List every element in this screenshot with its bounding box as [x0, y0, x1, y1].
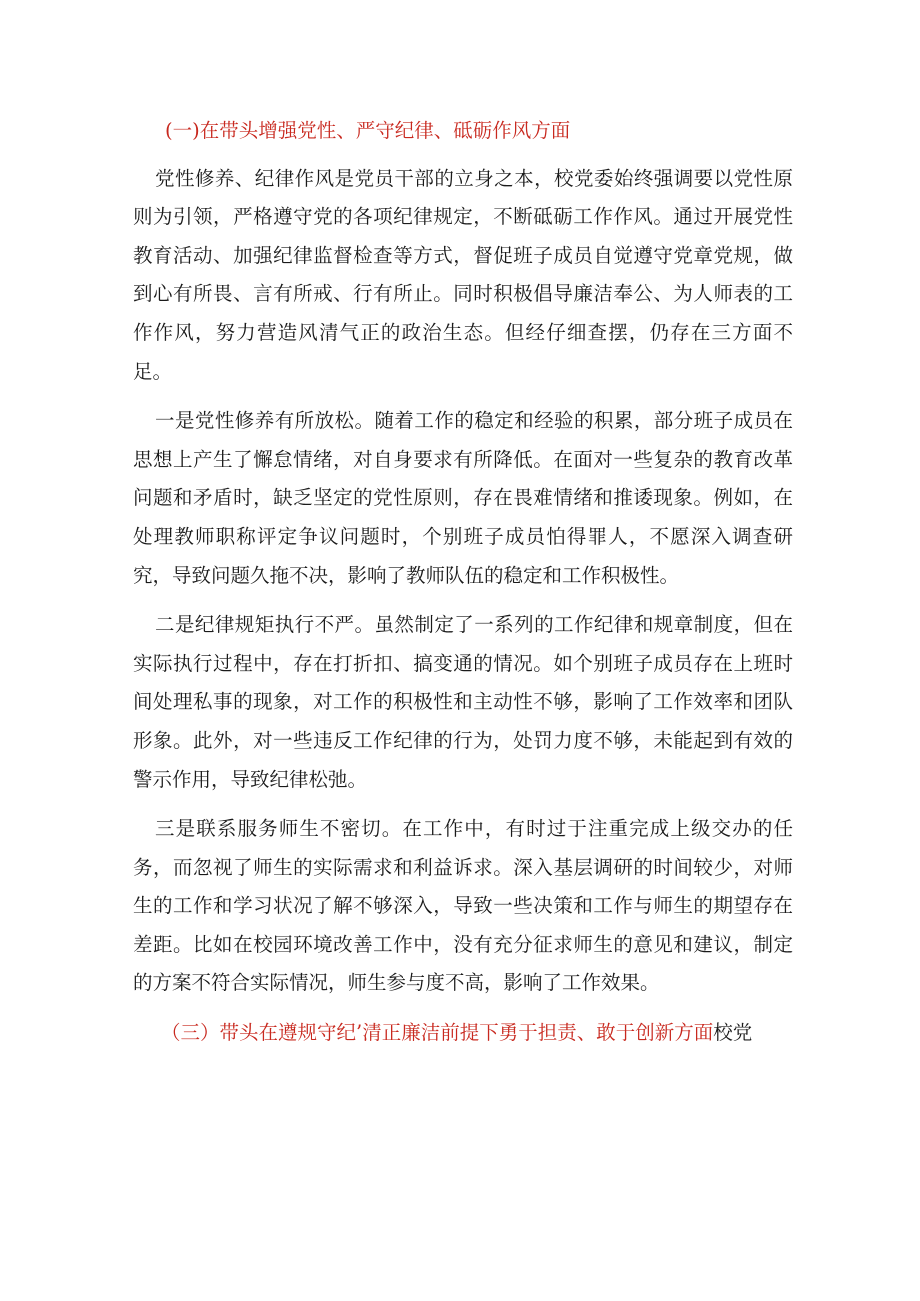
- section-heading-1: (一)在带头增强党性、严守纪律、砥砺作风方面: [165, 119, 571, 142]
- section-heading-3-text: （三）带头在遵规守纪’清正廉洁前提下勇于担责、敢于创新方面: [161, 1021, 714, 1045]
- paragraph-point-3: 三是联系服务师生不密切。在工作中，有时过于注重完成上级交办的任务，而忽视了师生的实际需求和利益诉求。深入基层调研的时间较少，对师生的工作和学习状况了解不够深入，导致一些决策和工作与师生的期望存在差距。比如在校园环境改善工作中，没有充分征求师生的意见和建议，制定的方案不符合实际情况，师生参与度不高，影响了工作效果。: [133, 817, 793, 995]
- section-heading-3-tail: 校党: [713, 1021, 753, 1045]
- section-heading-3: [133, 1014, 793, 1053]
- paragraph-point-2: 二是纪律规矩执行不严。虽然制定了一系列的工作纪律和规章制度，但在实际执行过程中，存在打折扣、搞变通的情况。如个别班子成员存在上班时间处理私事的现象，对工作的积极性和主动性不够，影响了工作效率和团队形象。此外，对一些违反工作纪律的行为，处罚力度不够，未能起到有效的警示作用，导致纪律松弛。: [133, 613, 793, 791]
- paragraph-intro: 党性修养、纪律作风是党员干部的立身之本，校党委始终强调要以党性原则为引领，严格遵守党的各项纪律规定，不断砥砺工作作风。通过开展党性教育活动、加强纪律监督检查等方式，督促班子成员自觉遵守党章党规，做到心有所畏、言有所戒、行有所止。同时积极倡导廉洁奉公、为人师表的工作作风，努力营造风清气正的政治生态。但经仔细查摆，仍存在三方面不足。: [133, 166, 793, 383]
- paragraph-point-1: 一是党性修养有所放松。随着工作的稳定和经验的积累，部分班子成员在思想上产生了懈怠情绪，对自身要求有所降低。在面对一些复杂的教育改革问题和矛盾时，缺乏坚定的党性原则，存在畏难情绪和推诿现象。例如，在处理教师职称评定争议问题时，个别班子成员怕得罪人，不愿深入调查研究，导致问题久拖不决，影响了教师队伍的稳定和工作积极性。: [133, 409, 793, 587]
- document-body: [133, 112, 793, 1062]
